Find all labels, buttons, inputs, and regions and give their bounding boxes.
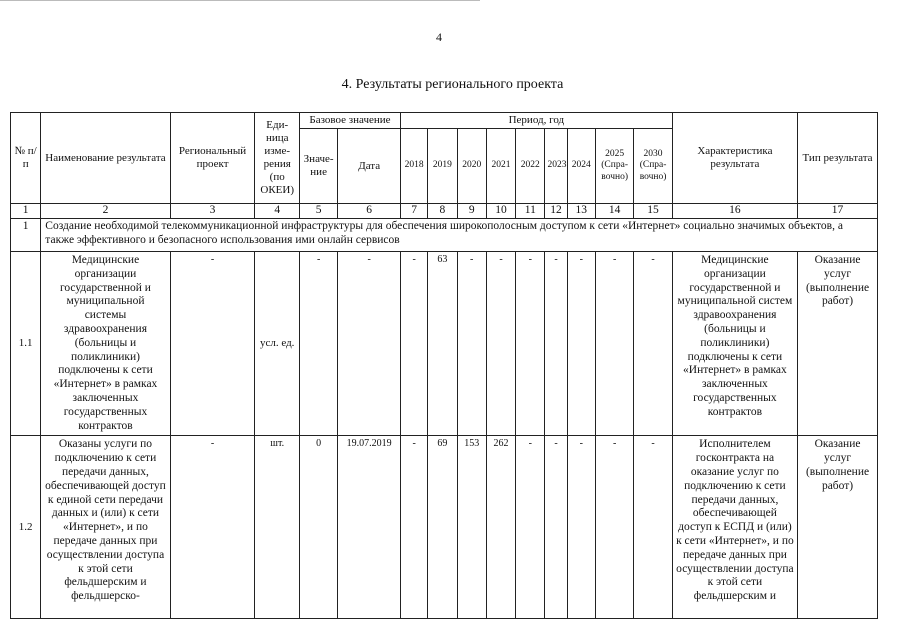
column-number: 7 (400, 204, 427, 219)
row-year-value: - (595, 251, 633, 435)
header-year: 2021 (486, 129, 515, 204)
row-year-value: - (545, 436, 567, 619)
row-year-value: 153 (457, 436, 486, 619)
header-base: Базовое значение (299, 113, 400, 129)
row-name: Оказаны услуги по подключению к сети передачи данных, обеспечивающей доступ к единой сети передачи данных и (или) к сети «Интернет», и по передаче данных при осуществлении доступа к этой сети фельдшерским и фельдшерско- (41, 436, 170, 619)
row-regional-project: - (170, 436, 255, 619)
row-type: Оказание услуг (выполнение работ) (798, 251, 878, 435)
row-year-value: - (486, 251, 515, 435)
column-number: 2 (41, 204, 170, 219)
header-num: № п/п (11, 113, 41, 204)
row-year-value: - (516, 436, 545, 619)
column-number: 6 (338, 204, 401, 219)
header-base-value: Значе-ние (299, 129, 337, 204)
row-year-value: 262 (486, 436, 515, 619)
column-number-row (11, 204, 878, 219)
header-year: 2030 (Спра-вочно) (634, 129, 672, 204)
row-name: Медицинские организации государственной и муниципальной системы здравоохранения (больницы и поликлиники) подключены к сети «Интернет» в рамках заключенных государственных контрактов (41, 251, 170, 435)
header-characteristic: Характеристика результата (672, 113, 797, 204)
column-number: 5 (299, 204, 337, 219)
row-year-value: - (634, 436, 672, 619)
row-year-value: - (516, 251, 545, 435)
header-period: Период, год (400, 113, 672, 129)
row-year-value: - (400, 436, 427, 619)
table-row (11, 251, 878, 435)
page-number: 4 (436, 30, 442, 44)
header-year: 2019 (428, 129, 457, 204)
row-unit: усл. ед. (255, 251, 299, 435)
section-num: 1 (11, 218, 41, 251)
row-year-value: - (634, 251, 672, 435)
column-number: 3 (170, 204, 255, 219)
header-unit: Еди-ница изме-рения (по ОКЕИ) (255, 113, 299, 204)
column-number: 16 (672, 204, 797, 219)
header-year: 2025 (Спра-вочно) (595, 129, 633, 204)
scan-edge-line (0, 0, 480, 1)
section-row (11, 218, 878, 251)
row-year-value: - (567, 251, 595, 435)
row-year-value: - (457, 251, 486, 435)
header-type: Тип результата (798, 113, 878, 204)
header-year: 2022 (516, 129, 545, 204)
column-number: 8 (428, 204, 457, 219)
header-year: 2020 (457, 129, 486, 204)
row-year-value: - (567, 436, 595, 619)
row-unit: шт. (255, 436, 299, 619)
column-number: 1 (11, 204, 41, 219)
column-number: 4 (255, 204, 299, 219)
results-table (10, 112, 878, 619)
section-text: Создание необходимой телекоммуникационной инфраструктуры для обеспечения широкополосным доступом к сети «Интернет» социально значимых объектов, а также эффективного и безопасного использования ими онлайн сервисов (41, 218, 878, 251)
column-number: 10 (486, 204, 515, 219)
row-num: 1.1 (11, 251, 41, 435)
row-base-date: - (338, 251, 401, 435)
row-year-value: - (595, 436, 633, 619)
row-characteristic: Медицинские организации государственной и муниципальной систем здравоохранения (больницы и поликлиники) подключены к сети «Интернет» в рамках заключенных государственных контрактов (672, 251, 797, 435)
column-number: 17 (798, 204, 878, 219)
row-type: Оказание услуг (выполнение работ) (798, 436, 878, 619)
section-title: 4. Результаты регионального проекта (341, 77, 564, 92)
row-year-value: 63 (428, 251, 457, 435)
column-number: 12 (545, 204, 567, 219)
row-base-value: - (299, 251, 337, 435)
header-regional-project: Региональный проект (170, 113, 255, 204)
column-number: 11 (516, 204, 545, 219)
row-year-value: 69 (428, 436, 457, 619)
header-name: Наименование результата (41, 113, 170, 204)
column-number: 14 (595, 204, 633, 219)
row-year-value: - (400, 251, 427, 435)
column-number: 15 (634, 204, 672, 219)
header-year: 2024 (567, 129, 595, 204)
header-year: 2018 (400, 129, 427, 204)
row-year-value: - (545, 251, 567, 435)
column-number: 9 (457, 204, 486, 219)
row-base-date: 19.07.2019 (338, 436, 401, 619)
row-regional-project: - (170, 251, 255, 435)
column-number: 13 (567, 204, 595, 219)
row-num: 1.2 (11, 436, 41, 619)
header-year: 2023 (545, 129, 567, 204)
header-base-date: Дата (338, 129, 401, 204)
row-base-value: 0 (299, 436, 337, 619)
table-row (11, 436, 878, 619)
row-characteristic: Исполнителем госконтракта на оказание услуг по подключению к сети передачи данных, обеспечивающей доступ к ЕСПД и (или) к сети «Интернет», и по передаче данных при осуществлении доступа к этой сети фельдшерским и (672, 436, 797, 619)
